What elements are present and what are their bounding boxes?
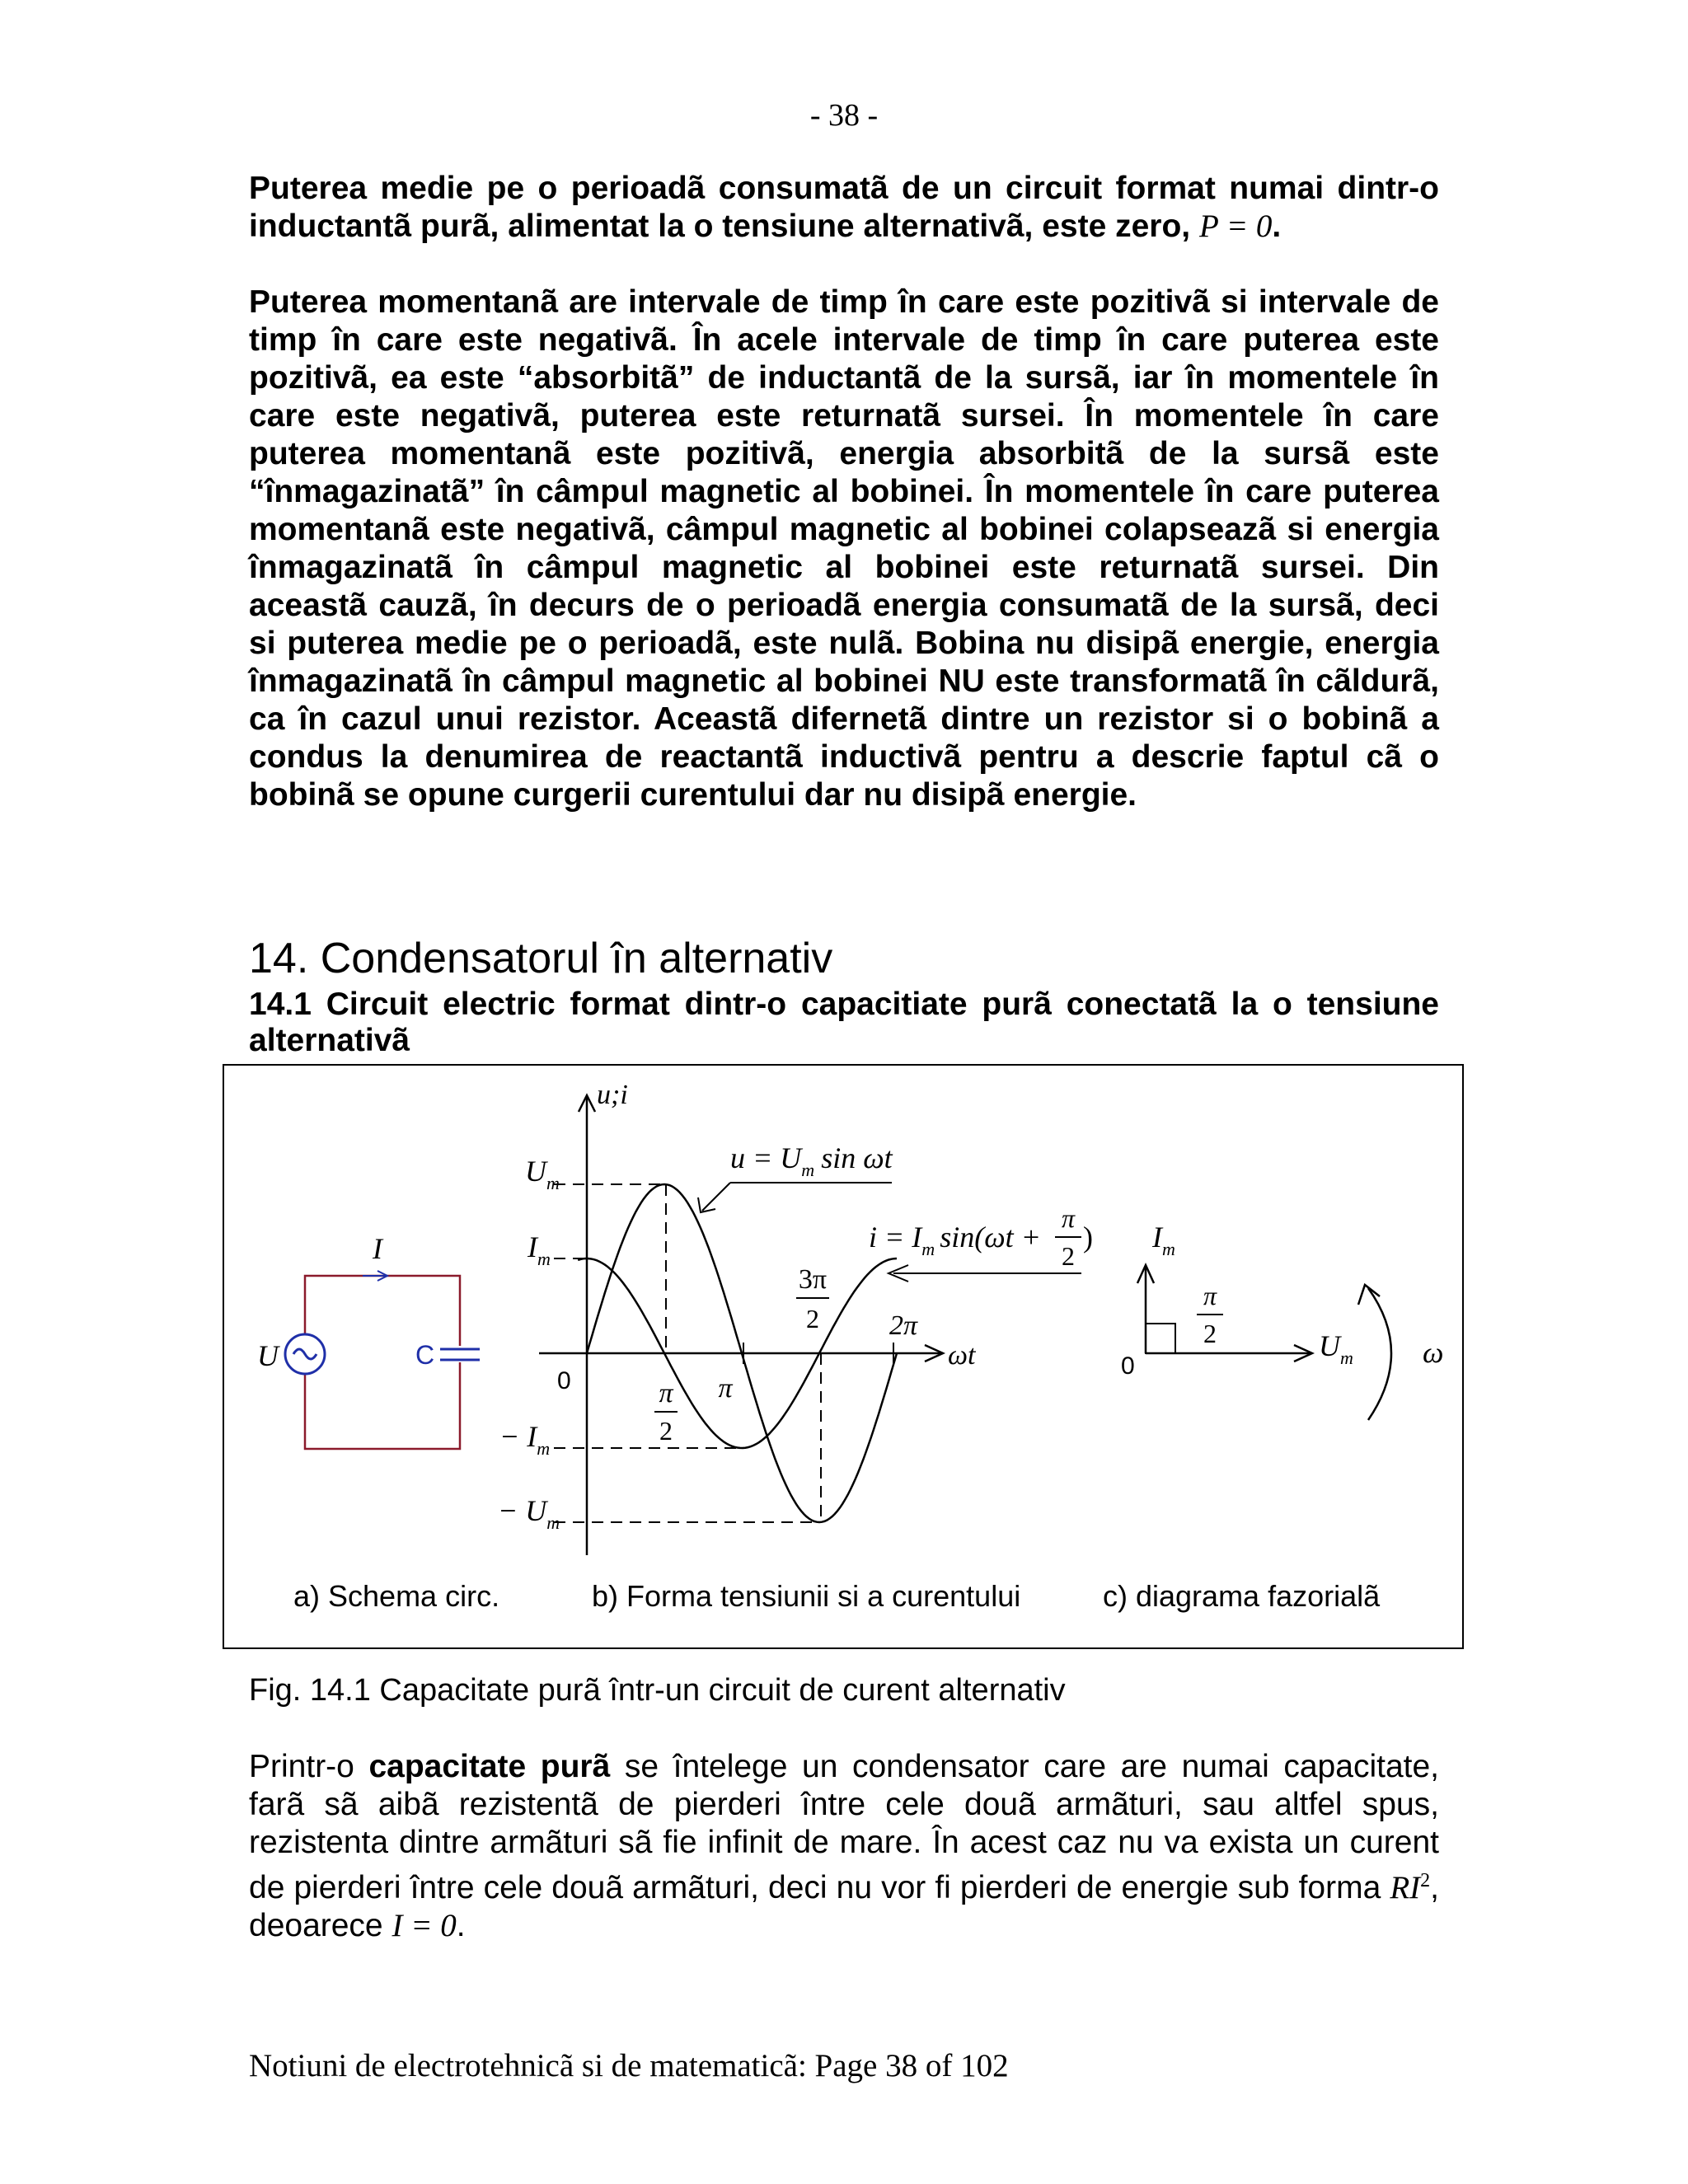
neg-im-label: − $I_m$ <box>499 1420 551 1459</box>
caption-c: c) diagrama fazorialã <box>1103 1579 1381 1613</box>
current-label: I <box>373 1232 382 1265</box>
paragraph-mid: , deoarece <box>249 1870 1439 1943</box>
origin-label: 0 <box>557 1367 571 1394</box>
formula-i-zero: I = 0 <box>392 1908 457 1943</box>
current-phase-num: π <box>1061 1203 1076 1233</box>
tick-3pi-half-den: 2 <box>806 1304 819 1333</box>
tick-3pi-half-num: 3π <box>798 1264 828 1295</box>
paragraph-pure-capacitance <box>249 1748 1439 1945</box>
y-axis-label: u;i <box>597 1080 628 1110</box>
tick-pi-half-den: 2 <box>659 1416 673 1446</box>
source-label: U <box>257 1339 279 1372</box>
x-axis-label: ωt <box>948 1340 976 1371</box>
equation-p-zero: P = 0 <box>1198 209 1273 244</box>
capacitor-label: C <box>415 1340 435 1370</box>
current-phase-den: 2 <box>1062 1241 1075 1271</box>
current-equation: $i = I_m$ sin(ωt + <box>869 1221 1041 1259</box>
circuit-schematic <box>257 1232 480 1449</box>
caption-b: b) Forma tensiunii si a curentului <box>592 1579 1021 1613</box>
paragraph-text: se întelege un condensator care are numai capacitate, farã sã aibã rezistentã de pierderi între cele douã armãturi, sau altfel spus, rezistenta dintre armãturi sã fie infinit de mare. În acest caz nu va exista un curent de pierderi între cele douã armãturi, deci nu vor fi pierderi de energie sub forma <box>249 1749 1439 1905</box>
um-label: $U_m$ <box>525 1155 560 1193</box>
phasor-im-label: $I_m$ <box>1152 1221 1175 1259</box>
caption-a: a) Schema circ. <box>293 1579 500 1613</box>
neg-um-label: − $U_m$ <box>498 1494 560 1533</box>
paragraph-prefix: Printr-o <box>249 1749 369 1784</box>
omega-label: ω <box>1423 1336 1444 1369</box>
im-label: $I_m$ <box>528 1230 551 1269</box>
page-footer: Notiuni de electrotehnicã si de matematicã: Page 38 of 102 <box>249 2048 1009 2083</box>
formula-ri2: $RI^2$ <box>1390 1870 1431 1905</box>
paragraph-power-inductance <box>249 170 1439 246</box>
paragraph-momentary-power: Puterea momentanã are intervale de timp în care este pozitivã si intervale de timp în care este negativã. În acele intervale de timp în care puterea este pozitivã, ea este “absorbitã” de inductantã de la sursã, iar în momentele în care este negativã, puterea este returnatã sursei. În momentele în care puterea momentanã este pozitivã, energia absorbitã de la sursã este “înmagazinatã” în câmpul magnetic al bobinei. În momentele în care puterea momentanã este negativã, câmpul magnetic al bobinei colapseazã si energia înmagazinatã în câmpul magnetic al bobinei este returnatã sursei. Din aceastã cauzã, în decurs de o perioadã energia consumatã de la sursã, deci si puterea medie pe o perioadã, este nulã. Bobina nu disipã energie, energia înmagazinatã în câmpul magnetic al bobinei NU este transformatã în cãldurã, ca în cazul unui rezistor. Aceastã difernetã dintre un rezistor si o bobinã a condus la denumirea de reactantã inductivã pentru a descrie faptul cã o bobinã se opune curgerii curentului dar nu disipã energie. <box>249 284 1439 813</box>
tick-pi-half-num: π <box>659 1378 673 1408</box>
current-equation-close: ) <box>1083 1221 1093 1254</box>
right-angle-mark <box>1146 1324 1175 1353</box>
rotation-arc <box>1368 1288 1391 1420</box>
phase-angle-den: 2 <box>1203 1319 1217 1348</box>
phasor-diagram <box>1121 1221 1443 1420</box>
bold-term: capacitate purã <box>368 1749 611 1784</box>
circuit-wire <box>305 1276 460 1449</box>
phasor-um-label: $U_m$ <box>1319 1329 1353 1368</box>
period: . <box>456 1908 466 1943</box>
figure-svg <box>224 1066 1465 1651</box>
section-heading: 14. Condensatorul în alternativ <box>249 935 833 982</box>
waveform-plot <box>498 1080 1093 1555</box>
figure-caption: Fig. 14.1 Capacitate purã într-un circuit de curent alternativ <box>249 1673 1066 1708</box>
phasor-origin: 0 <box>1121 1352 1135 1380</box>
tick-2pi: 2π <box>889 1310 918 1341</box>
figure-box <box>223 1064 1464 1649</box>
paragraph-text: Puterea medie pe o perioadã consumatã de un circuit format numai dintr-o inductantã purã, alimentat la o tensiune alternativã, este zero, <box>249 171 1439 244</box>
phase-angle-num: π <box>1203 1281 1217 1310</box>
subsection-heading: 14.1 Circuit electric format dintr-o capacitiate purã conectatã la o tensiune alternativã <box>249 987 1439 1058</box>
period: . <box>1272 209 1282 244</box>
page-number: - 38 - <box>809 98 879 133</box>
tick-pi: π <box>718 1373 733 1404</box>
voltage-equation: $u = U_m$ sin ωt <box>730 1141 893 1180</box>
